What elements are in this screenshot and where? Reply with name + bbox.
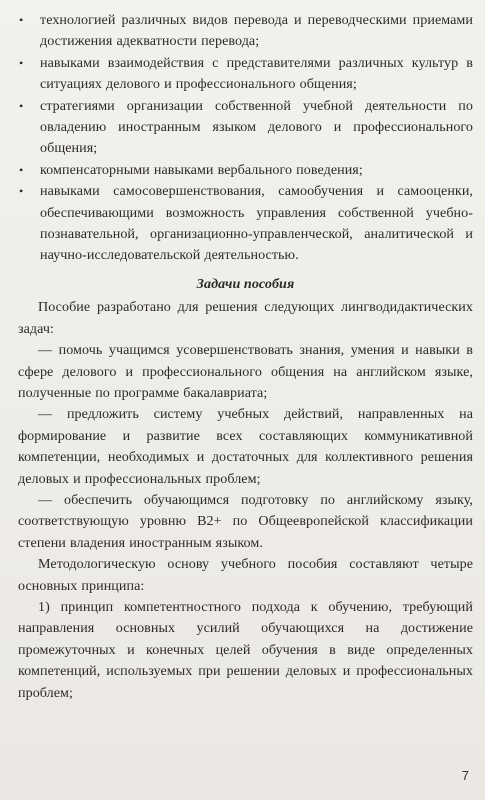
bullet-text: компенсаторными навыками вербального поведения; — [40, 161, 363, 178]
paragraph-principle-1: 1) принцип компетентностного подхода к обучению, требующий направления основных усилий обучающихся на достижение промежуточных и конечных целей обучения в виде определенных компетенций, используемых при решении деловых и профессиональных проблем; — [18, 598, 473, 701]
bullet-text: стратегиями организации собственной учебной деятельности по овладению иностранным языком делового и профессионального общения; — [40, 97, 473, 157]
paragraph-task-1: — помочь учащимся усовершенствовать знания, умения и навыки в сфере делового и профессионального общения на английском языке, полученные по программе бакалавриата; — [18, 342, 473, 401]
bullet-item — [18, 160, 473, 181]
bullet-item — [18, 10, 473, 53]
bullet-item — [18, 53, 473, 96]
bullet-text: навыками взаимодействия с представителями различных культур в ситуациях делового и профессионального общения; — [40, 54, 473, 93]
page-number: 7 — [461, 768, 469, 783]
bullet-item — [18, 96, 473, 160]
paragraph-methodology: Методологическую основу учебного пособия составляют четыре основных принципа: — [18, 556, 473, 594]
bullet-text: технологией различных видов перевода и переводческими приемами достижения адекватности перевода; — [40, 12, 473, 50]
bullet-icon: • — [19, 98, 24, 113]
bullet-item — [18, 181, 473, 267]
bullet-icon: • — [19, 55, 24, 70]
bullet-icon: • — [19, 13, 24, 27]
section-heading: Задачи пособия — [196, 275, 295, 292]
page-content — [18, 10, 473, 704]
paragraph-intro: Пособие разработано для решения следующих лингводидактических задач: — [18, 299, 473, 337]
bullet-icon: • — [19, 162, 24, 177]
bullet-icon: • — [19, 184, 24, 199]
paragraph-task-2: — предложить систему учебных действий, направленных на формирование и развитие всех составляющих коммуникативной компетенции, необходимых и достаточных для коллективного решения деловых и профессиональных проблем; — [18, 406, 473, 487]
skills-bullet-list — [18, 10, 473, 267]
paragraph-task-3: — обеспечить обучающимся подготовку по английскому языку, соответствующую уровню B2+ по Общеевропейской классификации степени владения иностранным языком. — [18, 491, 473, 551]
bullet-text: навыками самосовершенствования, самообучения и самооценки, обеспечивающими возможность управления собственной учебно-познавательной, организационно-управленческой, аналитической и научно-исследовательской деятельностью. — [40, 183, 473, 264]
